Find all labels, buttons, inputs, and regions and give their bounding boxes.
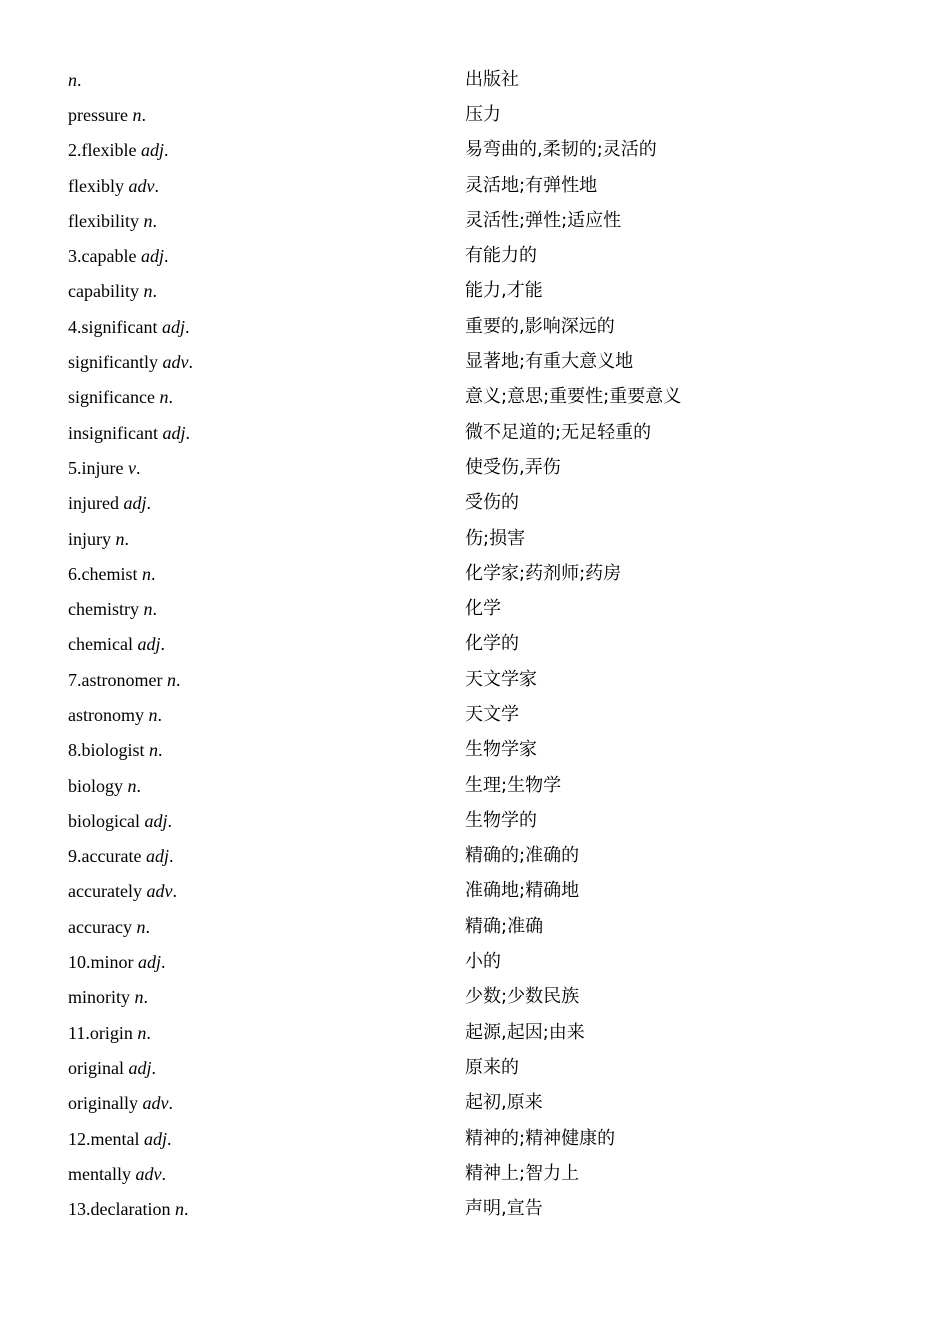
part-of-speech: adj	[140, 140, 164, 161]
vocab-row	[0, 486, 950, 521]
vocab-word: biology	[68, 775, 124, 796]
part-of-speech: n	[143, 210, 153, 231]
vocab-word: mentally	[68, 1163, 131, 1184]
part-of-speech: n	[166, 669, 176, 690]
vocab-meaning: 化学	[465, 598, 501, 620]
vocab-meaning: 声明,宣告	[465, 1198, 543, 1220]
vocab-meaning: 使受伤,弄伤	[465, 456, 561, 478]
vocab-row	[0, 274, 950, 309]
part-of-speech: n	[137, 1022, 147, 1043]
vocab-meaning: 灵活地;有弹性地	[465, 174, 598, 196]
vocab-word: accuracy	[68, 916, 132, 937]
vocab-word: insignificant	[68, 422, 158, 443]
vocab-word: injury	[68, 528, 111, 549]
vocab-word: 8.biologist	[68, 740, 145, 761]
vocab-word: 4.significant	[68, 316, 158, 337]
part-of-speech: n	[132, 104, 142, 125]
vocab-word: 2.flexible	[68, 140, 137, 161]
vocab-row	[0, 591, 950, 626]
vocab-term: astronomy n.	[68, 704, 162, 725]
vocab-row	[0, 1015, 950, 1050]
vocab-term: 9.accurate adj.	[68, 846, 174, 867]
vocab-term: 12.mental adj.	[68, 1128, 172, 1149]
part-of-speech: n	[68, 69, 77, 90]
vocab-word: significantly	[68, 352, 158, 373]
part-of-speech: n	[149, 740, 159, 761]
part-of-speech: adj	[128, 1057, 152, 1078]
vocab-word: accurately	[68, 881, 142, 902]
vocab-meaning: 准确地;精确地	[465, 880, 580, 902]
vocab-meaning: 精神上;智力上	[465, 1162, 580, 1184]
vocab-term: capability n.	[68, 281, 157, 302]
vocab-row	[0, 168, 950, 203]
vocab-word: chemical	[68, 634, 133, 655]
vocab-term: 8.biologist n.	[68, 740, 163, 761]
vocab-meaning: 原来的	[465, 1056, 519, 1078]
vocab-term: originally adv.	[68, 1093, 173, 1114]
vocab-row	[0, 662, 950, 697]
vocab-term: 2.flexible adj.	[68, 140, 169, 161]
vocab-meaning: 生物学的	[465, 809, 537, 831]
vocab-meaning: 生理;生物学	[465, 774, 562, 796]
vocab-row	[0, 697, 950, 732]
vocab-row	[0, 803, 950, 838]
part-of-speech: adj	[140, 246, 164, 267]
part-of-speech: n	[143, 281, 153, 302]
vocab-meaning: 压力	[465, 103, 501, 125]
part-of-speech: adj	[137, 634, 161, 655]
vocab-word: originally	[68, 1093, 138, 1114]
vocab-row	[0, 909, 950, 944]
part-of-speech: n	[136, 916, 146, 937]
vocabulary-list	[0, 62, 950, 1227]
vocab-row	[0, 97, 950, 132]
vocab-row	[0, 309, 950, 344]
vocab-meaning: 重要的,影响深远的	[465, 315, 615, 337]
vocab-word: original	[68, 1057, 124, 1078]
vocab-word: minority	[68, 987, 130, 1008]
part-of-speech: adj	[123, 493, 147, 514]
vocab-meaning: 意义;意思;重要性;重要意义	[465, 386, 682, 408]
vocab-word: 5.injure	[68, 457, 124, 478]
vocab-term: injured adj.	[68, 493, 152, 514]
vocab-term: insignificant adj.	[68, 422, 190, 443]
vocab-term: biological adj.	[68, 810, 172, 831]
vocab-word: 13.declaration	[68, 1199, 171, 1220]
vocab-row	[0, 450, 950, 485]
vocab-meaning: 少数;少数民族	[465, 986, 580, 1008]
vocab-row	[0, 1156, 950, 1191]
vocab-word: 10.minor	[68, 952, 134, 973]
vocab-meaning: 生物学家	[465, 739, 537, 761]
vocab-term: original adj.	[68, 1057, 157, 1078]
vocab-word: 7.astronomer	[68, 669, 163, 690]
vocab-meaning: 伤;损害	[465, 527, 526, 549]
vocab-term: chemical adj.	[68, 634, 165, 655]
part-of-speech: adv	[135, 1163, 162, 1184]
vocab-word: astronomy	[68, 704, 144, 725]
vocab-row	[0, 133, 950, 168]
part-of-speech: adj	[143, 1128, 167, 1149]
part-of-speech: adv	[128, 175, 155, 196]
vocab-meaning: 精确;准确	[465, 915, 544, 937]
vocab-meaning: 精确的;准确的	[465, 845, 580, 867]
vocab-term: chemistry n.	[68, 599, 157, 620]
vocab-meaning: 易弯曲的,柔韧的;灵活的	[465, 139, 657, 161]
vocab-row	[0, 733, 950, 768]
vocab-term: 6.chemist n.	[68, 563, 156, 584]
vocab-term: 7.astronomer n.	[68, 669, 181, 690]
vocab-row	[0, 944, 950, 979]
vocab-row	[0, 380, 950, 415]
vocab-row	[0, 62, 950, 97]
vocab-row	[0, 627, 950, 662]
vocab-meaning: 小的	[465, 951, 501, 973]
part-of-speech: n	[143, 599, 153, 620]
vocab-row	[0, 874, 950, 909]
vocab-row	[0, 980, 950, 1015]
vocab-term: 13.declaration n.	[68, 1199, 189, 1220]
vocab-meaning: 有能力的	[465, 245, 537, 267]
vocab-word: chemistry	[68, 599, 139, 620]
vocab-term: 10.minor adj.	[68, 952, 166, 973]
vocab-term: injury n.	[68, 528, 129, 549]
part-of-speech: n	[159, 387, 169, 408]
vocab-row	[0, 238, 950, 273]
part-of-speech: n	[134, 987, 144, 1008]
part-of-speech: adv	[162, 352, 189, 373]
vocab-word: flexibility	[68, 210, 139, 231]
part-of-speech: adj	[144, 810, 168, 831]
part-of-speech: adj	[161, 316, 185, 337]
part-of-speech: n	[115, 528, 125, 549]
vocab-term: mentally adv.	[68, 1163, 166, 1184]
vocab-row	[0, 1121, 950, 1156]
part-of-speech: n	[142, 563, 151, 584]
part-of-speech: v	[128, 457, 136, 478]
vocab-meaning: 灵活性;弹性;适应性	[465, 209, 622, 231]
vocab-term: significantly adv.	[68, 352, 193, 373]
vocab-row	[0, 203, 950, 238]
vocab-meaning: 显著地;有重大意义地	[465, 351, 634, 373]
vocab-word: 3.capable	[68, 246, 137, 267]
vocab-term: n.	[68, 69, 82, 90]
vocab-term: biology n.	[68, 775, 142, 796]
vocab-row	[0, 1192, 950, 1227]
part-of-speech: adv	[146, 881, 173, 902]
vocab-word: significance	[68, 387, 155, 408]
vocab-row	[0, 1086, 950, 1121]
vocab-term: 4.significant adj.	[68, 316, 190, 337]
vocab-row	[0, 521, 950, 556]
vocab-term: 3.capable adj.	[68, 246, 169, 267]
part-of-speech: adv	[142, 1093, 169, 1114]
vocab-meaning: 化学的	[465, 633, 519, 655]
part-of-speech: n	[127, 775, 137, 796]
part-of-speech: n	[174, 1199, 184, 1220]
vocab-word: biological	[68, 810, 140, 831]
vocab-term: accurately adv.	[68, 881, 177, 902]
vocab-row	[0, 415, 950, 450]
vocab-word: 11.origin	[68, 1022, 133, 1043]
vocab-meaning: 起源,起因;由来	[465, 1021, 585, 1043]
vocab-meaning: 精神的;精神健康的	[465, 1127, 616, 1149]
vocab-word: capability	[68, 281, 139, 302]
vocab-term: flexibly adv.	[68, 175, 159, 196]
vocab-word: pressure	[68, 104, 128, 125]
part-of-speech: adj	[138, 952, 162, 973]
vocab-meaning: 天文学家	[465, 668, 537, 690]
vocab-row	[0, 344, 950, 379]
vocab-word: 12.mental	[68, 1128, 140, 1149]
vocab-term: pressure n.	[68, 104, 146, 125]
vocab-meaning: 起初,原来	[465, 1092, 543, 1114]
vocab-term: accuracy n.	[68, 916, 150, 937]
part-of-speech: n	[148, 704, 158, 725]
vocab-meaning: 天文学	[465, 703, 519, 725]
vocab-word: 9.accurate	[68, 846, 142, 867]
vocab-row	[0, 1050, 950, 1085]
part-of-speech: adj	[145, 846, 169, 867]
vocab-meaning: 受伤的	[465, 492, 519, 514]
vocab-row	[0, 768, 950, 803]
vocab-meaning: 能力,才能	[465, 280, 543, 302]
vocab-term: significance n.	[68, 387, 173, 408]
vocab-row	[0, 839, 950, 874]
vocab-word: 6.chemist	[68, 563, 138, 584]
part-of-speech: adj	[162, 422, 186, 443]
vocab-term: minority n.	[68, 987, 148, 1008]
vocab-term: 11.origin n.	[68, 1022, 151, 1043]
vocab-word: injured	[68, 493, 119, 514]
vocab-row	[0, 556, 950, 591]
vocab-meaning: 微不足道的;无足轻重的	[465, 421, 652, 443]
vocab-word: flexibly	[68, 175, 124, 196]
vocabulary-rows	[0, 62, 950, 1227]
vocab-meaning: 出版社	[465, 68, 519, 90]
vocab-term: 5.injure v.	[68, 457, 141, 478]
vocab-meaning: 化学家;药剂师;药房	[465, 562, 622, 584]
vocab-term: flexibility n.	[68, 210, 157, 231]
